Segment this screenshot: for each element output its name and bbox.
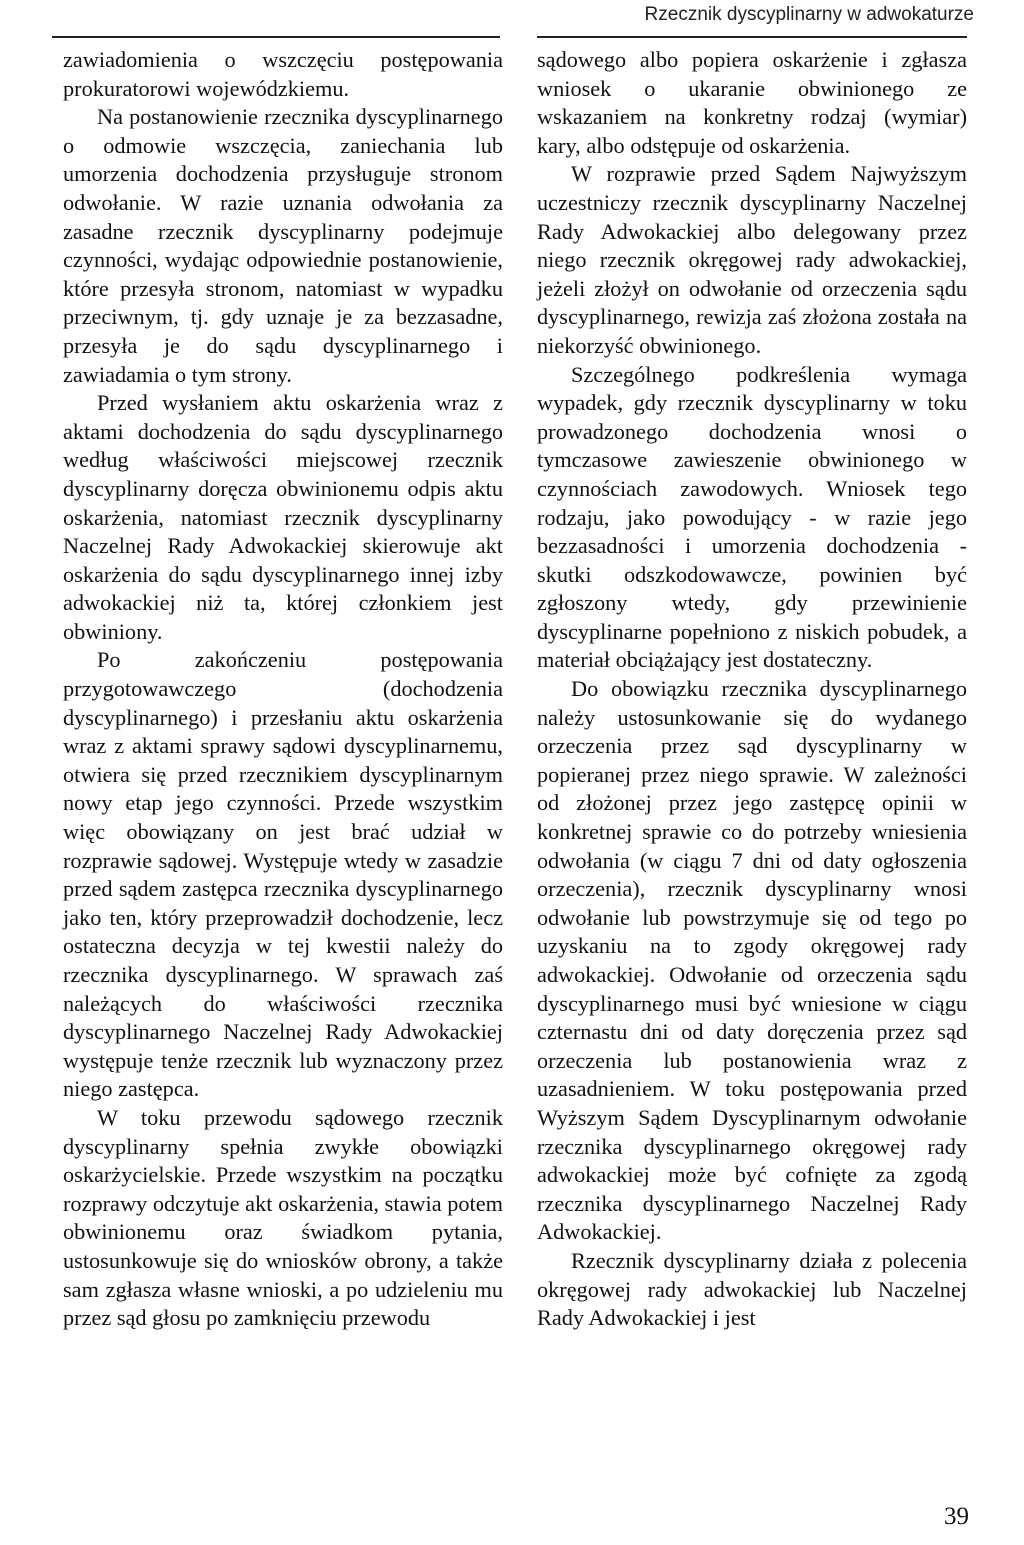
page-number: 39: [944, 1503, 969, 1530]
paragraph: sądowego albo popiera oskarżenie i zgłasza wniosek o ukaranie obwinionego ze wskazaniem na konkretny rodzaj (wymiar) kary, albo odstępuje od oskarżenia.: [537, 47, 967, 158]
paragraph: Szczególnego podkreślenia wymaga wypadek, gdy rzecznik dyscyplinarny w toku prowadzonego dochodzenia wnosi o tymczasowe zawieszenie obwinionego w czynnościach zawodowych. Wniosek tego rodzaju, jako powodujący - w razie jego bezzasadności i umorzenia dochodzenia - skutki odszkodowawcze, powinien być zgłoszony wtedy, gdy przewinienie dyscyplinarne popełniono z niskich pobudek, a materiał obciążający jest dostateczny.: [537, 361, 967, 673]
left-column: [63, 46, 503, 1333]
paragraph: W toku przewodu sądowego rzecznik dyscyplinarny spełnia zwykłe obowiązki oskarżycielskie. Przede wszystkim na początku rozprawy odczytuje akt oskarżenia, stawia potem obwinionemu oraz świadkom pytania, ustosunkowuje się do wniosków obrony, a także sam zgłasza własne wnioski, a po udzieleniu mu przez sąd głosu po zamknięciu przewodu: [63, 1104, 503, 1331]
paragraph: Po zakończeniu postępowania przygotowawczego (dochodzenia dyscyplinarnego) i przesłaniu aktu oskarżenia wraz z aktami sprawy sądowi dyscyplinarnemu, otwiera się przed rzecznikiem dyscyplinarnym nowy etap jego czynności. Przede wszystkim więc obowiązany on jest brać udział w rozprawie sądowej. Występuje wtedy w zasadzie przed sądem zastępca rzecznika dyscyplinarnego jako ten, który przeprowadził dochodzenie, lecz ostateczna decyzja w tej kwestii należy do rzecznika dyscyplinarnego. W sprawach zaś należących do właściwości rzecznika dyscyplinarnego Naczelnej Rady Adwokackiej występuje tenże rzecznik lub wyznaczony przez niego zastępca.: [63, 647, 503, 1102]
paragraph: zawiadomienia o wszczęciu postępowania prokuratorowi wojewódzkiemu.: [63, 47, 503, 101]
running-title: Rzecznik dyscyplinarny w adwokaturze: [644, 4, 974, 25]
header-rule-right: [537, 36, 967, 38]
right-column: [537, 46, 967, 1333]
header-rule-left: [52, 36, 500, 38]
paragraph: W rozprawie przed Sądem Najwyższym uczestniczy rzecznik dyscyplinarny Naczelnej Rady Adwokackiej albo delegowany przez niego rzecznik okręgowej rady adwokackiej, jeżeli złożył on odwołanie od orzeczenia sądu dyscyplinarnego, rewizja zaś złożona została na niekorzyść obwinionego.: [537, 161, 967, 358]
paragraph: Na postanowienie rzecznika dyscyplinarnego o odmowie wszczęcia, zaniechania lub umorzenia dochodzenia przysługuje stronom odwołanie. W razie uznania odwołania za zasadne rzecznik dyscyplinarny podejmuje czynności, wydając odpowiednie postanowienie, które przesyła stronom, natomiast w wypadku przeciwnym, tj. gdy uznaje je za bezzasadne, przesyła je do sądu dyscyplinarnego i zawiadamia o tym strony.: [63, 104, 503, 387]
paragraph: Rzecznik dyscyplinarny działa z polecenia okręgowej rady adwokackiej lub Naczelnej Rady Adwokackiej i jest: [537, 1247, 967, 1331]
paragraph: Przed wysłaniem aktu oskarżenia wraz z aktami dochodzenia do sądu dyscyplinarnego według właściwości miejscowej rzecznik dyscyplinarny doręcza obwinionemu odpis aktu oskarżenia, natomiast rzecznik dyscyplinarny Naczelnej Rady Adwokackiej skierowuje akt oskarżenia do sądu dyscyplinarnego innej izby adwokackiej niż ta, której członkiem jest obwiniony.: [63, 390, 503, 644]
paragraph: Do obowiązku rzecznika dyscyplinarnego należy ustosunkowanie się do wydanego orzeczenia przez sąd dyscyplinarny w popieranej przez niego sprawie. W zależności od złożonej przez jego zastępcę opinii w konkretnej sprawie co do potrzeby wniesienia odwołania (w ciągu 7 dni od daty ogłoszenia orzeczenia), rzecznik dyscyplinarny wnosi odwołanie lub powstrzymuje się od tego po uzyskaniu na to zgody okręgowej rady adwokackiej. Odwołanie od orzeczenia sądu dyscyplinarnego musi być wniesione w ciągu czternastu dni od daty doręczenia przez sąd orzeczenia lub postanowienia wraz z uzasadnieniem. W toku postępowania przed Wyższym Sądem Dyscyplinarnym odwołanie rzecznika dyscyplinarnego okręgowej rady adwokackiej może być cofnięte za zgodą rzecznika dyscyplinarnego Naczelnej Rady Adwokackiej.: [537, 676, 967, 1245]
